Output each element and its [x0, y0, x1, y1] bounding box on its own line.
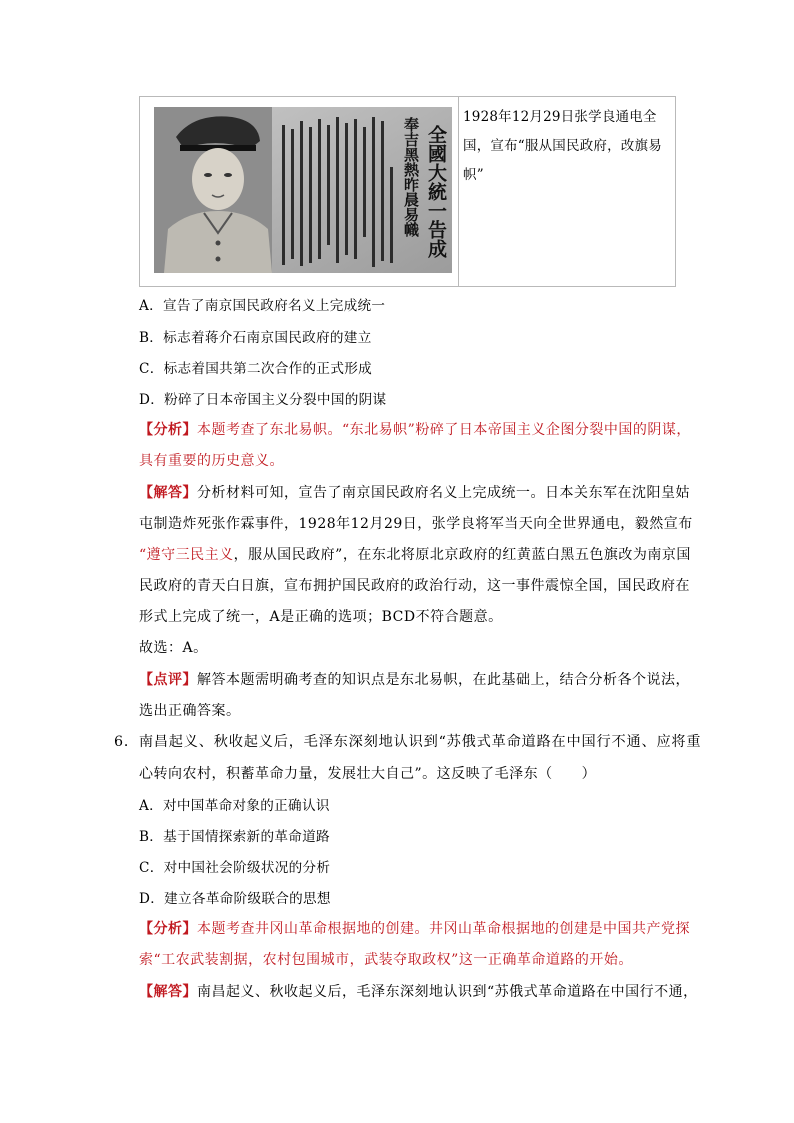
comment-tag: 【点评】	[139, 672, 197, 688]
q5-comment-cont: 选出正确答案。	[139, 703, 241, 719]
q6-option-a: A．对中国革命对象的正确认识	[139, 798, 330, 814]
figure-caption: 1928年12月29日张学良通电全国，宣布“服从国民政府，改旗易帜”	[463, 109, 662, 183]
q5-option-d: D．粉碎了日本帝国主义分裂中国的阴谋	[139, 392, 387, 408]
q5-option-a: A．宣告了南京国民政府名义上完成统一	[139, 298, 386, 314]
q6-analysis-tag: 【分析】	[139, 921, 197, 937]
q6-option-c: C．对中国社会阶级状况的分析	[139, 860, 331, 876]
q5-answer-line5: 形式上完成了统一，A是正确的选项；BCD不符合题意。	[139, 609, 503, 625]
answer-line3-rest: ，服从国民政府”，在东北将原北京政府的红黄蓝白黑五色旗改为南京国	[233, 547, 691, 563]
figure-table	[139, 96, 676, 287]
q6-stem-cont: 心转向农村，积蓄革命力量，发展壮大自己”。这反映了毛泽东（ ）	[139, 766, 597, 782]
answer-text: 分析材料可知，宣告了南京国民政府名义上完成统一。日本关东军在沈阳皇姑	[197, 485, 690, 501]
q5-answer-line2: 屯制造炸死张作霖事件，1928年12月29日，张学良将军当天向全世界通电，毅然宣布	[139, 516, 693, 532]
newspaper-headline-1: 全國大統一告成	[425, 125, 447, 258]
q6-answer	[139, 981, 698, 1001]
answer-tag: 【解答】	[139, 485, 197, 501]
q5-choice: 故选：A。	[139, 640, 208, 656]
quote-red: “遵守三民主义	[139, 547, 234, 563]
q6-answer-text: 南昌起义、秋收起义后，毛泽东深刻地认识到“苏俄式革命道路在中国行不通，	[197, 984, 698, 1000]
analysis-text: 本题考查了东北易帜。“东北易帜”粉碎了日本帝国主义企图分裂中国的阴谋，	[197, 422, 691, 438]
q6-stem: 6．南昌起义、秋收起义后，毛泽东深刻地认识到“苏俄式革命道路在中国行不通、应将重	[114, 734, 702, 750]
q6-analysis	[139, 918, 690, 938]
q6-answer-tag: 【解答】	[139, 984, 197, 1000]
historical-newspaper-photo	[154, 107, 452, 273]
table-divider	[458, 97, 459, 286]
q5-option-b: B．标志着蒋介石南京国民政府的建立	[139, 330, 372, 346]
q5-answer-line4: 民政府的青天白日旗，宣布拥护国民政府的政治行动，这一事件震惊全国，国民政府在	[139, 578, 690, 594]
q5-comment	[139, 669, 690, 689]
analysis-tag: 【分析】	[139, 422, 197, 438]
q6-option-d: D．建立各革命阶级联合的思想	[139, 891, 331, 907]
newspaper-headline-2: 奉吉黑熱昨晨易幟	[402, 117, 420, 237]
q5-analysis	[139, 419, 691, 439]
q5-analysis-cont: 具有重要的历史意义。	[139, 453, 284, 469]
comment-text: 解答本题需明确考查的知识点是东北易帜，在此基础上，结合分析各个说法，	[197, 672, 690, 688]
q5-option-c: C．标志着国共第二次合作的正式形成	[139, 361, 372, 377]
q5-answer-line3	[139, 544, 691, 564]
q6-analysis-cont: 索“工农武装割据，农村包围城市，武装夺取政权”这一正确革命道路的开始。	[139, 952, 633, 968]
q6-option-b: B．基于国情探索新的革命道路	[139, 829, 330, 845]
q5-answer	[139, 482, 690, 502]
q6-analysis-text: 本题考查井冈山革命根据地的创建。井冈山革命根据地的创建是中国共产党探	[197, 921, 690, 937]
